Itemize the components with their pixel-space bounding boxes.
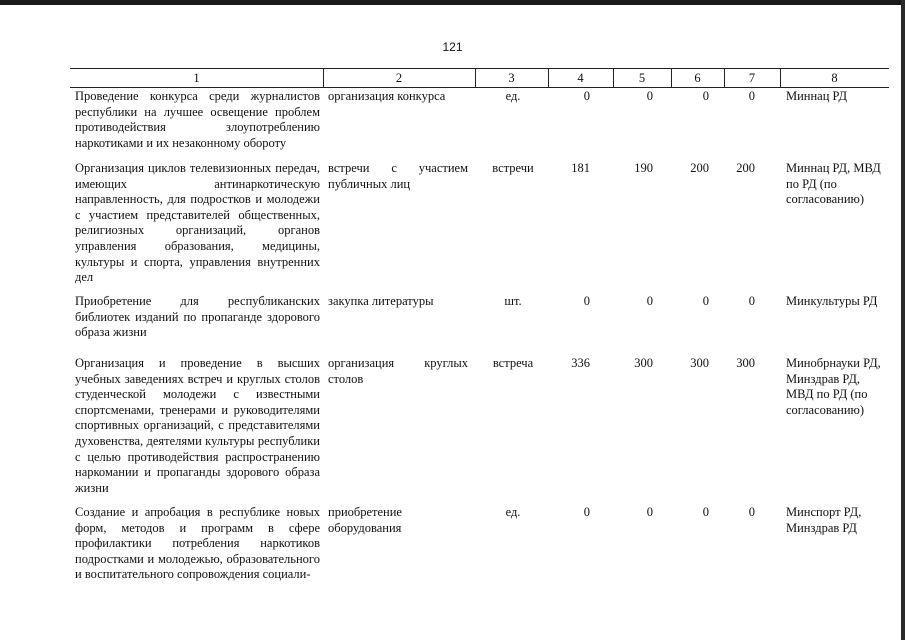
value-col-6: 0 [702,89,709,103]
activity-cell: Проведение конкурса среди журналистов республики на лучшее освещение проблем противодействия злоупотреблению наркотиками и их незаконному обороту [75,89,320,150]
value-col-5: 190 [634,161,653,175]
indicator-cell: организация круглых столов [328,356,468,386]
indicator-cell: закупка литературы [328,294,434,308]
value-col-7: 0 [748,505,755,519]
executor-cell: Минобрнауки РД, Минздрав РД, МВД по РД (по согласованию) [786,356,881,417]
unit-cell: шт. [504,294,522,308]
executor-cell: Миннац РД, МВД по РД (по согласованию) [786,161,881,207]
value-col-7: 0 [748,89,755,103]
indicator-cell: организация конкурса [328,89,446,103]
value-col-6: 300 [690,356,709,370]
header-col-1: 1 [193,71,200,85]
activity-cell: Создание и апробация в республике новых форм, методов и программ в сфере профилактики потребления наркотиков подростками и молодежью, образовательного и воспитательного сопровождения социали- [75,505,320,582]
value-col-6: 200 [690,161,709,175]
value-col-5: 0 [646,89,653,103]
value-col-4: 0 [583,505,590,519]
value-col-7: 200 [736,161,755,175]
unit-cell: ед. [505,505,521,519]
activity-cell: Организация и проведение в высших учебных заведениях встреч и круглых столов студенческой молодежи с известными спортсменами, тренерами и руководителями спортивных организаций, с представителями духовенства, деятелями культуры республики с целью противодействия распространению наркомании и пропаганды здорового образа жизни [75,356,320,495]
executor-cell: Минкультуры РД [786,294,878,308]
header-col-2: 2 [395,71,403,85]
value-col-7: 300 [736,356,755,370]
program-table [70,68,889,582]
unit-cell: встречи [492,161,534,175]
activity-cell: Организация циклов телевизионных передач, имеющих антинаркотическую направленность, для подростков и молодежи с участием представителей общественных, религиозных организаций, органов управления образования, медицины, культуры и спорта, управления внутренних дел [75,161,320,285]
table-header-row [70,68,889,88]
value-col-6: 0 [702,505,709,519]
activity-cell: Приобретение для республиканских библиотек изданий по пропаганде здорового образа жизни [75,294,320,340]
unit-cell: встреча [492,356,534,370]
header-col-5: 5 [638,71,646,85]
value-col-5: 0 [646,505,653,519]
indicator-cell: приобретение оборудования [328,505,402,535]
value-col-4: 0 [583,89,590,103]
unit-cell: ед. [505,89,521,103]
value-col-5: 0 [646,294,653,308]
header-col-6: 6 [694,71,701,85]
header-col-8: 8 [831,71,838,85]
header-col-4: 4 [577,71,584,85]
header-col-3: 3 [508,71,515,85]
executor-cell: Минспорт РД, Минздрав РД [786,505,862,535]
page-number: 121 [442,40,463,54]
value-col-6: 0 [702,294,709,308]
value-col-5: 300 [634,356,653,370]
value-col-4: 181 [571,161,590,175]
value-col-7: 0 [748,294,755,308]
scan-border-top [0,0,905,5]
header-col-7: 7 [748,71,756,85]
scan-border-right [901,0,905,640]
value-col-4: 336 [571,356,590,370]
value-col-4: 0 [583,294,590,308]
executor-cell: Миннац РД [786,89,848,103]
indicator-cell: встречи с участием публичных лиц [328,161,468,191]
